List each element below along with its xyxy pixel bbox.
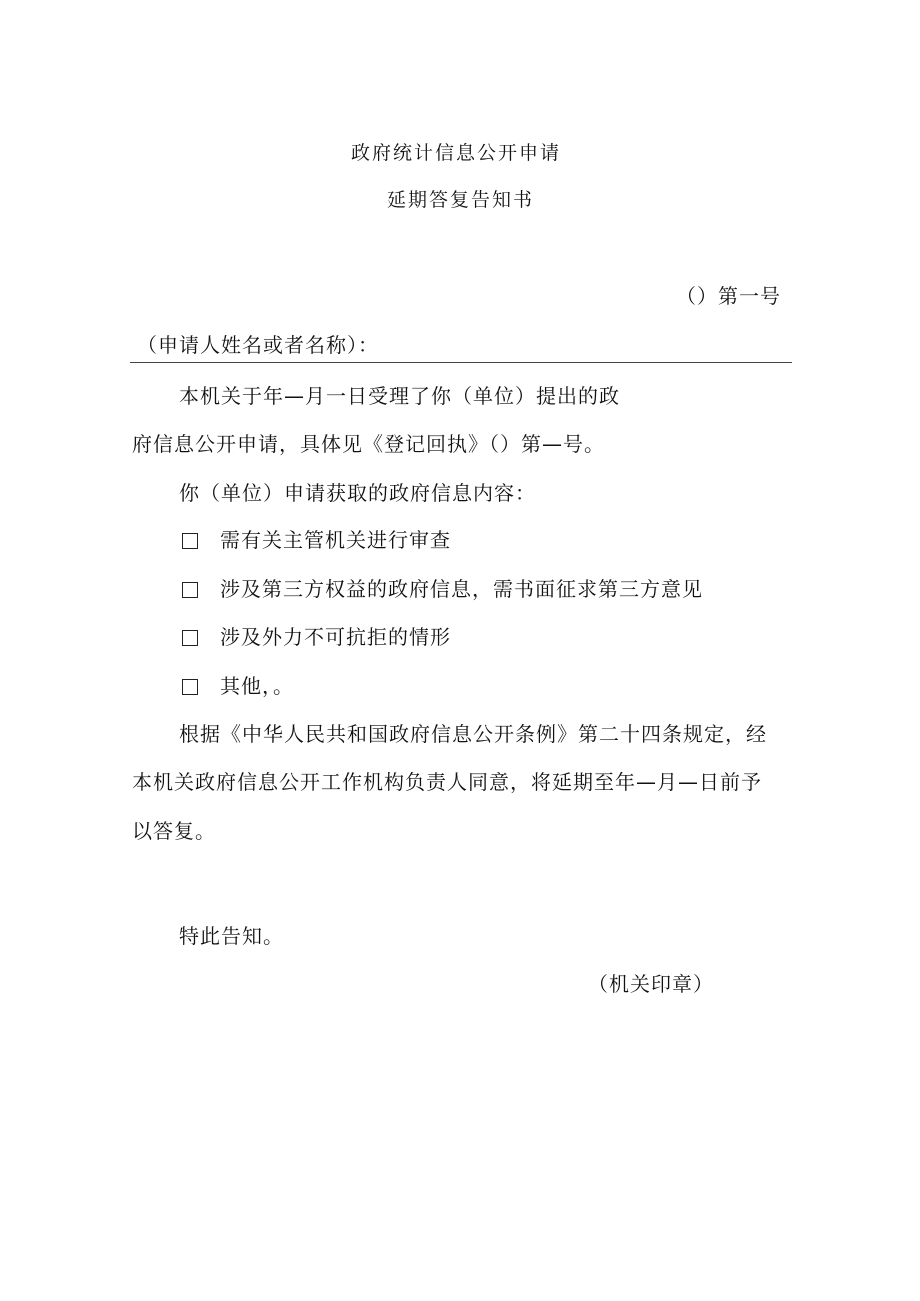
paragraph-1-line-1: 本机关于年—月一日受理了你（单位）提出的政 xyxy=(179,384,620,408)
seal-label: （机关印章） xyxy=(588,972,714,996)
checkbox-icon[interactable] xyxy=(182,630,198,646)
checkbox-icon[interactable] xyxy=(182,582,198,598)
title-line-1: 政府统计信息公开申请 xyxy=(351,142,562,164)
checkbox-icon[interactable] xyxy=(182,679,198,695)
option-label: 需有关主管机关进行审查 xyxy=(220,528,451,552)
option-label: 涉及第三方权益的政府信息，需书面征求第三方意见 xyxy=(220,577,703,601)
paragraph-3-line-2: 本机关政府信息公开工作机构负责人同意，将延期至年—月—日前予 xyxy=(132,770,762,794)
option-force-majeure xyxy=(182,624,451,650)
applicant-label: （申请人姓名或者名称）： xyxy=(137,333,379,357)
document-number: （）第一号 xyxy=(676,284,781,308)
option-third-party xyxy=(182,576,703,602)
paragraph-3-line-1: 根据《中华人民共和国政府信息公开条例》第二十四条规定，经 xyxy=(179,722,767,746)
option-other xyxy=(182,673,294,699)
paragraph-1-line-2: 府信息公开申请，具体见《登记回执》（）第—号。 xyxy=(132,432,605,456)
option-label: 其他，。 xyxy=(220,674,294,698)
applicant-underline xyxy=(130,362,792,363)
notice-text: 特此告知。 xyxy=(179,924,284,948)
checkbox-icon[interactable] xyxy=(182,533,198,549)
paragraph-2: 你（单位）申请获取的政府信息内容： xyxy=(179,481,536,505)
title-line-2: 延期答复告知书 xyxy=(387,189,535,211)
option-label: 涉及外力不可抗拒的情形 xyxy=(220,625,451,649)
paragraph-3-line-3: 以答复。 xyxy=(132,819,216,843)
option-review xyxy=(182,527,451,553)
